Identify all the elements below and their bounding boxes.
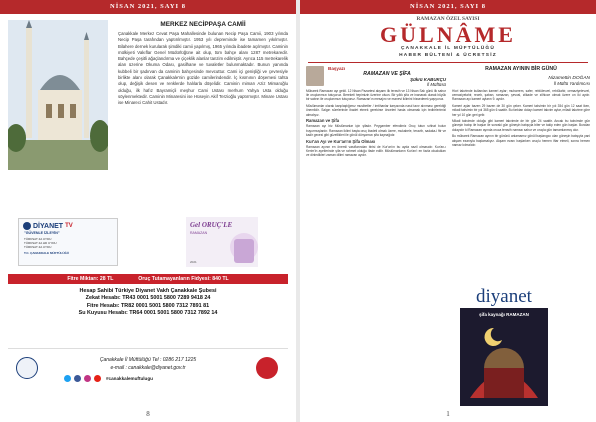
contact-line-1: Çanakkale İl Müftülüğü Tel : 0286 217 1225: [99, 357, 197, 363]
cover-brand: diyanet: [476, 286, 532, 307]
editorial-paragraph: Müslümanlar olarak karşılaştığımız musibetler / imtihanlar karşısında nasıl tavır alınması gerektiği önemlidir. Salgın sürelerinde ibadet etmek gerekirse önceleri hasta olmamak için tedbirlerimizi almalıyız.: [306, 104, 446, 117]
bank-line: Zekat Hesabı: TR43 0001 5001 5800 7289 9418 24: [85, 295, 211, 302]
contact-email[interactable]: e-mail : canakkale@diyanet.gov.tr: [110, 365, 186, 371]
editorial-paragraph: Ramazan ayının en önemli vasıflarından birisi de Kur'an'ın bu ayda nazil olmasıdır. Kur'an-ı Kerim'in ayetlerinde şifa ve rahmet olduğu ifade edilir. Müslümanların Kur'an'ı en fazla okudukları ve dinledikleri zaman dilimi ramazan ayıdır.: [306, 144, 446, 158]
fitre-banner: [8, 274, 288, 284]
oruc-subtitle: RAMAZAN: [190, 231, 208, 235]
tv-line: TÜRKSAT 4A HD UYDU: [24, 241, 57, 245]
page-number-right: 1: [446, 410, 450, 418]
masthead-rule: [308, 62, 588, 63]
cover-caption: şifa kaynağı RAMAZAN: [479, 312, 529, 317]
tv-line: TÜRKSAT 4A UYDU: [24, 237, 52, 241]
kicker: Başyazı: [328, 66, 346, 71]
column-paragraph: Miladi takvimde olduğu gibi kameri takvimde de bir gün 24 saattir. Ancak bu takvimde gün güneşin batışı ile başlar ile sonraki gün güneşin batışıyla biter ve takip eden gün başlar. Bundan dolayıdır ki Ramazan ayında oruca teravih namazı sahur ve oruçla gün tamamlanmış olur.: [452, 119, 590, 132]
oruc-title: Gel ORUÇ'LE: [190, 221, 233, 229]
author-photo: [306, 66, 324, 86]
tv-brand-suffix: TV: [65, 223, 73, 229]
mosque-photo: [8, 20, 108, 170]
instagram-icon[interactable]: [84, 375, 91, 382]
bank-line: Fitre Hesabı: TR82 0001 5001 5800 7312 7891 81: [86, 302, 210, 309]
column-author: Nizamettin DOĞAN: [548, 76, 590, 81]
right-page: [300, 0, 596, 422]
bank-accounts: [8, 288, 288, 318]
column-paragraph: Bu mübarek Ramazan ayının bir gününü anlamamız gönül başlangıcı olan güneşin batışıyla yani akşam ezanıyla başlamalıyız. Akşam ezanı başlarken oruçlu hemen iftar etmeli, sonra hemen namaz kılmalıdır.: [452, 134, 590, 147]
social-handle[interactable]: #canakkalemuftulugu: [106, 376, 153, 381]
mosque-article-title: MERKEZ NECİPPAŞA CAMİİ: [160, 21, 246, 28]
bank-line: Hesap Sahibi Türkiye Diyanet Vakfı Çanakkale Şubesi: [79, 288, 217, 294]
tv-brand: DİYANET: [33, 222, 64, 230]
bank-line: Su Kuyusu Hesabı: TR64 0001 5001 5800 7312 7892 14: [78, 310, 218, 317]
editorial-title: RAMAZAN VE ŞİFA: [363, 71, 411, 77]
twitter-icon[interactable]: [64, 375, 71, 382]
column-author-role: İl Müftü Yardımcısı: [553, 81, 590, 86]
date-header-left: NİSAN 2021, SAYI 8: [0, 0, 296, 14]
editorial-column: [306, 66, 446, 160]
mosque-paragraph: Çanakkale Merkez Cevat Paşa Mahallesinde bulunan Necip Paşa Camii, 1903 yılında Necip Paşa tarafından yaptırılmıştır. 1953 yılı depreminde ise tamamen yıkılmıştır. Bilahere dernek kurularak şimdiki camii yapılmış, 1965 yılında ibadete açılmıştır. Caminin mülkiyeti Vakıflar Genel Müdürlüğüne ait olup, tüm bahçe alanı 1287 metrekaredir. Bahçede çeşitli ağaçlandırma ve çiçeklik alanlar tanzim edilmiştir. Ayrıca 115 metrekarelik alan üzerine Okuma Odası, gasilhane ve tuvaletler bulunmaktadır. Bunun yanında kubbeli bir şadırvan da caminin bahçesinde mevcuttur. Cami içi genişliği ve çevresiyle birlikte alanı olarak Çanakkale'nin güzide camilerindendir. İç kısmının döşemesi tahta olup, değişik desen ve renklerde halılarla döşelidir. Caminin mimarı Aziz Mimaroğlu olduğu, ilk hafız Bayramiçli meşhur Cami Ustası merhum Yahya Usta olduğu söylenmektedir. Caminin Minaresini ise Hüseyin Akif Terzioğlu yaptırmıştır. Minare Ustası ise Minareci Cahit Ustadır.: [118, 31, 288, 106]
editorial-subhead: Kur'an Ayı ve Kur'an'ın Şifa Olması: [306, 138, 376, 144]
column-title: RAMAZAN AYININ BİR GÜNÜ: [485, 66, 557, 72]
author-role: İl Müftüsü: [426, 82, 446, 87]
fidye-amount: Oruç Tutamayanların Fidyesi: 840 TL: [138, 276, 229, 282]
diyanet-tv-ad: [18, 218, 118, 266]
mufti-seal-icon: [16, 357, 38, 379]
column-paragraph: Hicri takvimde kullanılan kameri aylar; muharrem, safer, rebiülevvel, rebiülahir, cemaziyelevvel, cemaziyelahir, receb, şaban, ramazan, şevval, zilkade ve zilhicce olmak üzere on iki aydır. Ramazan ayı kameri ayların 9. ayıdır.: [452, 89, 590, 102]
editorial-paragraph: Mübarek Ramazan ayı geldi. 12 Nisan Pazartesi akşamı ilk teravih ve 13 Nisan Salı günü ilk sahur ile oruçlarımızı tutuyoruz. Bereketi hepimizin üzerine olsun. Bir yıllık şifa ve inanarak olarak büyük bir sabrın ile oruçlarımızı tutuyoruz. Ramazan'ın mesajını ve manevi iklimini hissederek yaşıyoruz.: [306, 89, 446, 102]
left-page: [0, 0, 296, 422]
page-number-left: 8: [146, 410, 150, 418]
fitre-amount: Fitre Miktarı: 28 TL: [67, 276, 114, 282]
oruc-campaign-ad: [186, 217, 258, 267]
ramadan-day-column: [452, 66, 590, 149]
special-issue-label: RAMAZAN ÖZEL SAYISI: [416, 16, 480, 22]
oruc-footer: 2021: [190, 260, 197, 264]
mosque-article-text: [118, 31, 288, 107]
youtube-icon[interactable]: [94, 375, 101, 382]
facebook-icon[interactable]: [74, 375, 81, 382]
editorial-subhead: Ramazan ve Şifa: [306, 118, 340, 124]
diyanet-magazine-cover: [460, 286, 548, 406]
tv-footer: T.C. ÇANAKKALE MÜFTÜLÜĞÜ: [24, 251, 69, 255]
tv-tagline: "GÜVENLE İZLEYİN": [24, 231, 60, 235]
contact-footer: [8, 348, 288, 404]
tv-line: TÜRKSAT 4A UYDU: [24, 245, 52, 249]
masthead-subtitle-1: ÇANAKKALE İL MÜFTÜLÜĞÜ: [401, 46, 495, 51]
date-header-right: NİSAN 2021, SAYI 8: [300, 0, 596, 14]
author-name: Şükrü KABUKÇU: [410, 77, 446, 82]
editorial-paragraph: Ramazan ayı biz Müslümanlar için şifadır. Peygamber efendimiz Oruç tutun sıhhat bulun buyurmuşlardır. Ramazan iklimi başta oruç ibadeti olmak üzere, mukabele, teravih, sadaka-i fitr ve kadir gecesi gibi güzellikleri ile gönül dünyamızı şifa kaynağıdır.: [306, 124, 446, 137]
masthead-title: GÜLNÂME: [380, 22, 516, 47]
diyanet-logo-icon: [23, 222, 31, 230]
diyanet-vakfi-icon: [256, 357, 278, 379]
masthead-subtitle-2: HABER BÜLTENİ & ÜCRETSİZ: [399, 53, 497, 58]
column-paragraph: Kameri aylar bazen 29 bazen de 30 gün çeker. Kameri takvimin bir yılı 354 gün 12 saat iken, miladi takvimin bir yılı 365 gün 6 saattir. Bu farktan dolayı kameri takvim aylar, miladi takvime göre her yıl 10 gün geri gelir.: [452, 104, 590, 117]
